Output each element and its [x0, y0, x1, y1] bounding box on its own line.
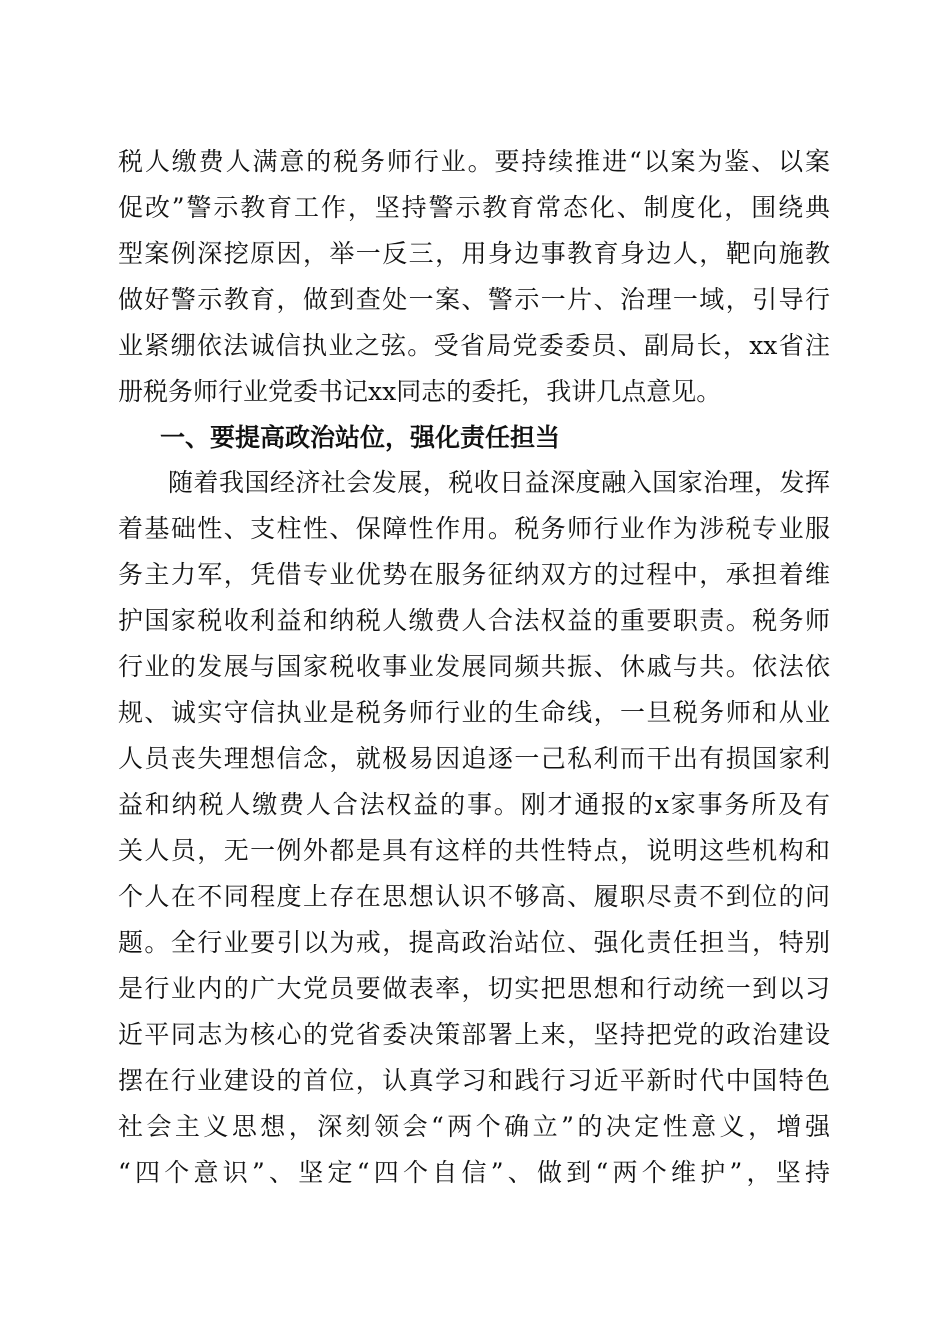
- paragraph-line: 个人在不同程度上存在思想认识不够高、履职尽责不到位的问: [118, 882, 830, 911]
- paragraph-line: 随着我国经济社会发展，税收日益深度融入国家治理，发挥: [168, 468, 830, 497]
- paragraph-line: 近平同志为核心的党省委决策部署上来，坚持把党的政治建设: [118, 1020, 830, 1049]
- paragraph-line: 行业的发展与国家税收事业发展同频共振、休戚与共。依法依: [118, 652, 830, 681]
- paragraph-line: 关人员，无一例外都是具有这样的共性特点，说明这些机构和: [118, 836, 830, 865]
- paragraph-line: 税人缴费人满意的税务师行业。要持续推进“以案为鉴、以案: [118, 147, 830, 176]
- paragraph-line: 规、诚实守信执业是税务师行业的生命线，一旦税务师和从业: [118, 698, 830, 727]
- section-heading: 一、要提高政治站位，强化责任担当: [160, 423, 561, 452]
- paragraph-line: 人员丧失理想信念，就极易因追逐一己私利而干出有损国家利: [118, 744, 830, 773]
- paragraph-line: 护国家税收利益和纳税人缴费人合法权益的重要职责。税务师: [118, 606, 830, 635]
- paragraph-line: 业紧绷依法诚信执业之弦。受省局党委委员、副局长，xx省注: [118, 331, 830, 360]
- paragraph-line: 促改”警示教育工作，坚持警示教育常态化、制度化，围绕典: [118, 193, 830, 222]
- paragraph-line: “四个意识”、坚定“四个自信”、做到“两个维护”，坚持: [118, 1158, 830, 1187]
- paragraph-line: 型案例深挖原因，举一反三，用身边事教育身边人，靶向施教: [118, 239, 830, 268]
- paragraph-line: 摆在行业建设的首位，认真学习和践行习近平新时代中国特色: [118, 1066, 830, 1095]
- paragraph-line: 册税务师行业党委书记xx同志的委托，我讲几点意见。: [118, 377, 722, 406]
- paragraph-line: 着基础性、支柱性、保障性作用。税务师行业作为涉税专业服: [118, 514, 830, 543]
- paragraph-line: 做好警示教育，做到查处一案、警示一片、治理一域，引导行: [118, 285, 830, 314]
- paragraph-line: 务主力军，凭借专业优势在服务征纳双方的过程中，承担着维: [118, 560, 830, 589]
- paragraph-line: 题。全行业要引以为戒，提高政治站位、强化责任担当，特别: [118, 928, 830, 957]
- paragraph-line: 是行业内的广大党员要做表率，切实把思想和行动统一到以习: [118, 974, 830, 1003]
- paragraph-line: 社会主义思想，深刻领会“两个确立”的决定性意义，增强: [118, 1112, 830, 1141]
- paragraph-line: 益和纳税人缴费人合法权益的事。刚才通报的x家事务所及有: [118, 790, 830, 819]
